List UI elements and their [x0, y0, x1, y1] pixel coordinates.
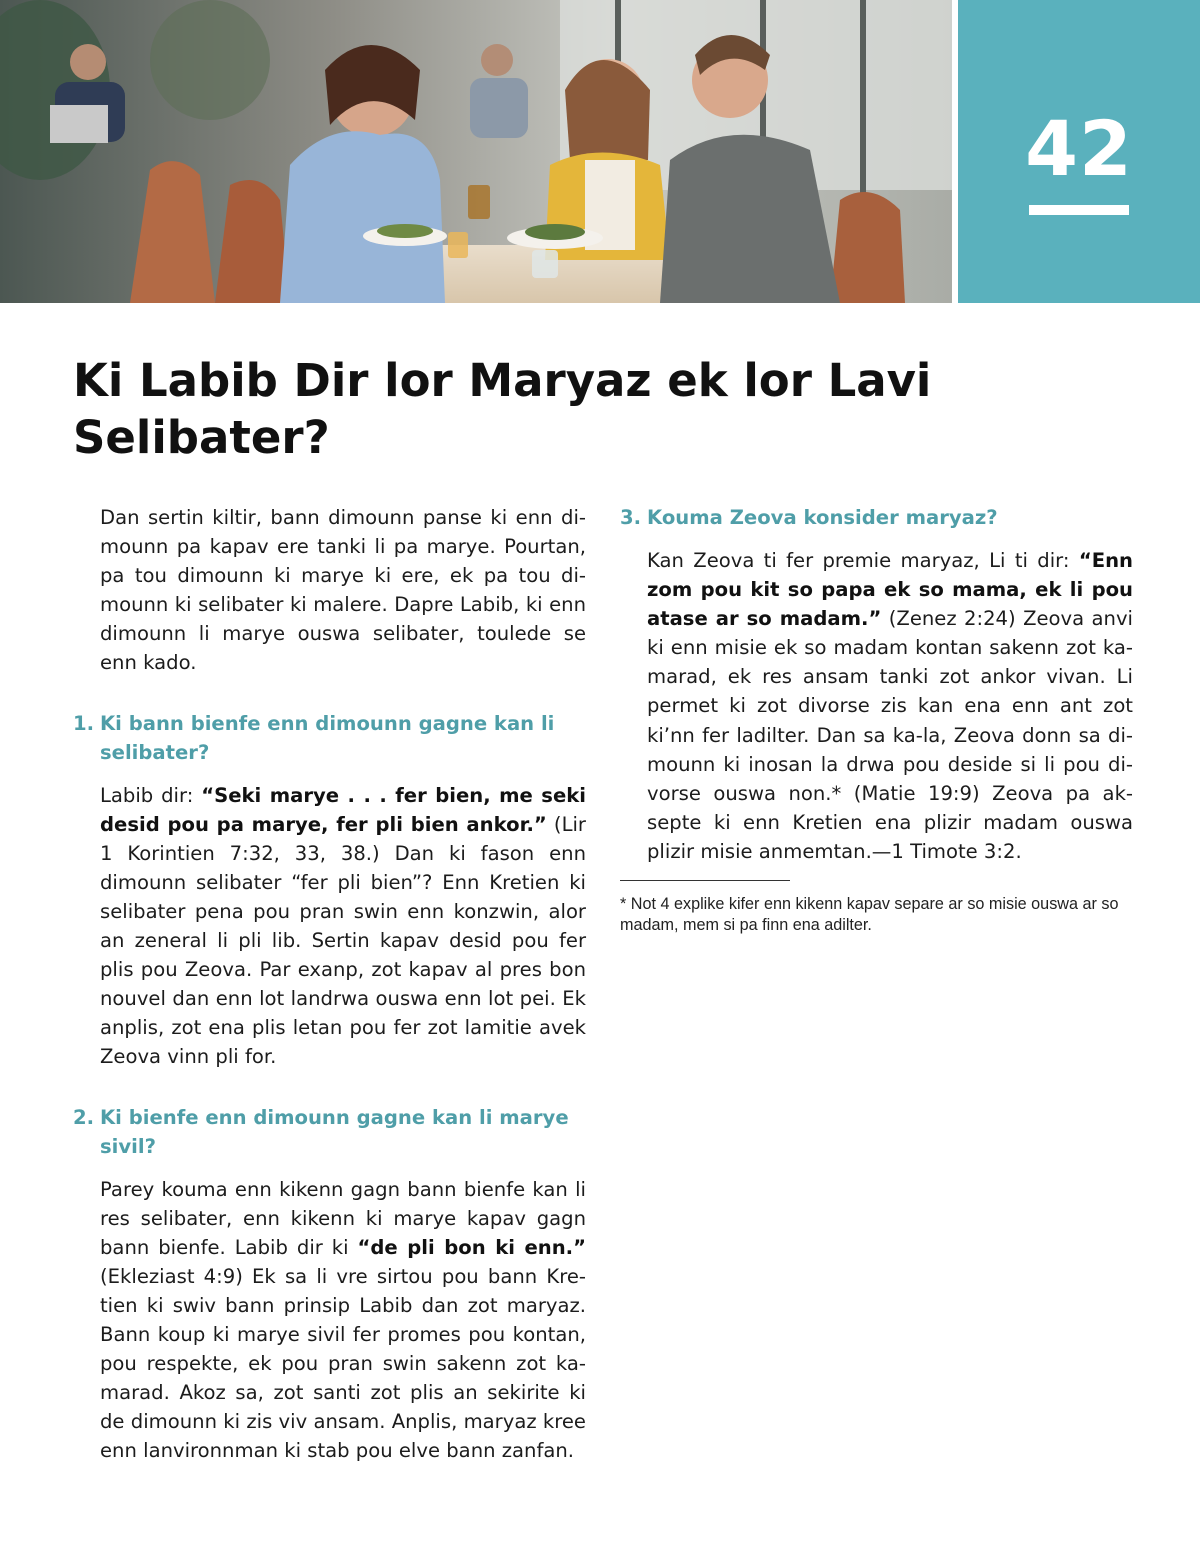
right-column [620, 503, 1133, 936]
question-1-text: Ki bann bienfe enn dimounn gagne kan li selibater? [100, 711, 555, 764]
answer-1-rest: (Lir 1 Korintien 7:32, 33, 38.) Dan ki fason enn dimounn selibater “fer pli bien”? Enn Kretien ki selibater pena pou pran swin enn konzwin, alor an zeneral li pli lib. Sertin kapav desid pou fer plis pou Zeova. Par exanp, zot kapav al pres bon nouvel dan enn lot landrwa ouswa enn lot pei. Ek anplis, zot ena plis letan pou fer zot lamitie avek Zeova vinn pli for. [100, 812, 586, 1069]
question-3-heading [620, 503, 1133, 532]
lesson-number: 42 [1025, 104, 1133, 193]
answer-2-paragraph [73, 1175, 586, 1466]
page-title: Ki Labib Dir lor Maryaz ek lor Lavi Selibater? [73, 354, 932, 464]
lesson-number-underline [1029, 205, 1129, 215]
question-2-text: Ki bienfe enn dimounn gagne kan li marye sivil? [100, 1105, 569, 1158]
answer-3-paragraph [620, 546, 1133, 866]
question-1-heading [73, 709, 586, 767]
answer-3-lead: Kan Zeova ti fer premie maryaz, Li ti dir: [647, 549, 1079, 572]
answer-1-lead: Labib dir: [100, 783, 202, 807]
answer-2-rest: (Ekleziast 4:9) Ek sa li vre sirtou pou bann Kretien ki swiv bann prinsip Labib dan zot maryaz. Bann koup ki marye sivil fer promes pou kontan, pou respekte, ek pou pran swin sakenn zot kamarad. Akoz sa, zot santi zot plis an sekirite ki de dimounn ki zis viv ansam. Anplis, maryaz kree enn lanvironnman ki stab pou elve bann zanfan. [100, 1264, 586, 1463]
footnote: * Not 4 explike kifer enn kikenn kapav separe ar so misie ouswa ar so madam, mem si pa finn ena adilter. [620, 895, 1119, 935]
question-3-number: 3. [620, 506, 642, 529]
answer-2-scripture-quote: “de pli bon ki enn.” [357, 1235, 586, 1259]
left-column [73, 503, 586, 1465]
question-2-number: 2. [73, 1105, 95, 1129]
lesson-badge [958, 0, 1200, 303]
answer-2-lead: Parey kouma enn kikenn gagn bann bienfe kan li res selibater, enn kikenn ki marye kapav gagn bann bienfe. Labib dir ki [100, 1177, 586, 1259]
answer-1-paragraph [73, 781, 586, 1072]
question-3-text: Kouma Zeova konsider maryaz? [647, 506, 998, 529]
question-1-number: 1. [73, 711, 95, 735]
answer-3-scripture-quote: “Enn zom pou kit so papa ek so mama, ek li pou atase ar so madam.” [647, 549, 1133, 631]
cafe-photo-icon [0, 0, 952, 303]
intro-paragraph: Dan sertin kiltir, bann dimounn panse ki enn dimounn pa kapav ere tanki li pa marye. Pourtan, pa tou dimounn ki marye ki ere, ek pa tou dimounn ki selibater ki malere. Dapre Labib, ki enn dimounn li marye ouswa selibater, toulede se enn kado. [100, 506, 586, 675]
header-photo [0, 0, 952, 303]
question-2-heading [73, 1103, 586, 1161]
answer-3-rest: (Zenez 2:24) Zeova anvi ki enn misie ek so madam kontan sakenn zot kamarad, ek res ansam tanki zot ankor vivan. Li permet ki zot divorse zis kan ena enn ant zot ki’nn fer ladilter. Dan sa ka-la, Zeova donn sa dimounn ki inosan la drwa pou deside si li pou divorse ouswa non.* (Matie 19:9) Zeova pa aksepte ki enn Kretien ena plizir madam ouswa plizir misie anmemtan.—1 Timote 3:2. [647, 607, 1133, 863]
footnote-divider [620, 880, 790, 881]
answer-1-scripture-quote: “Seki marye . . . fer bien, me seki desid pou pa marye, fer pli bien ankor.” [100, 783, 586, 836]
